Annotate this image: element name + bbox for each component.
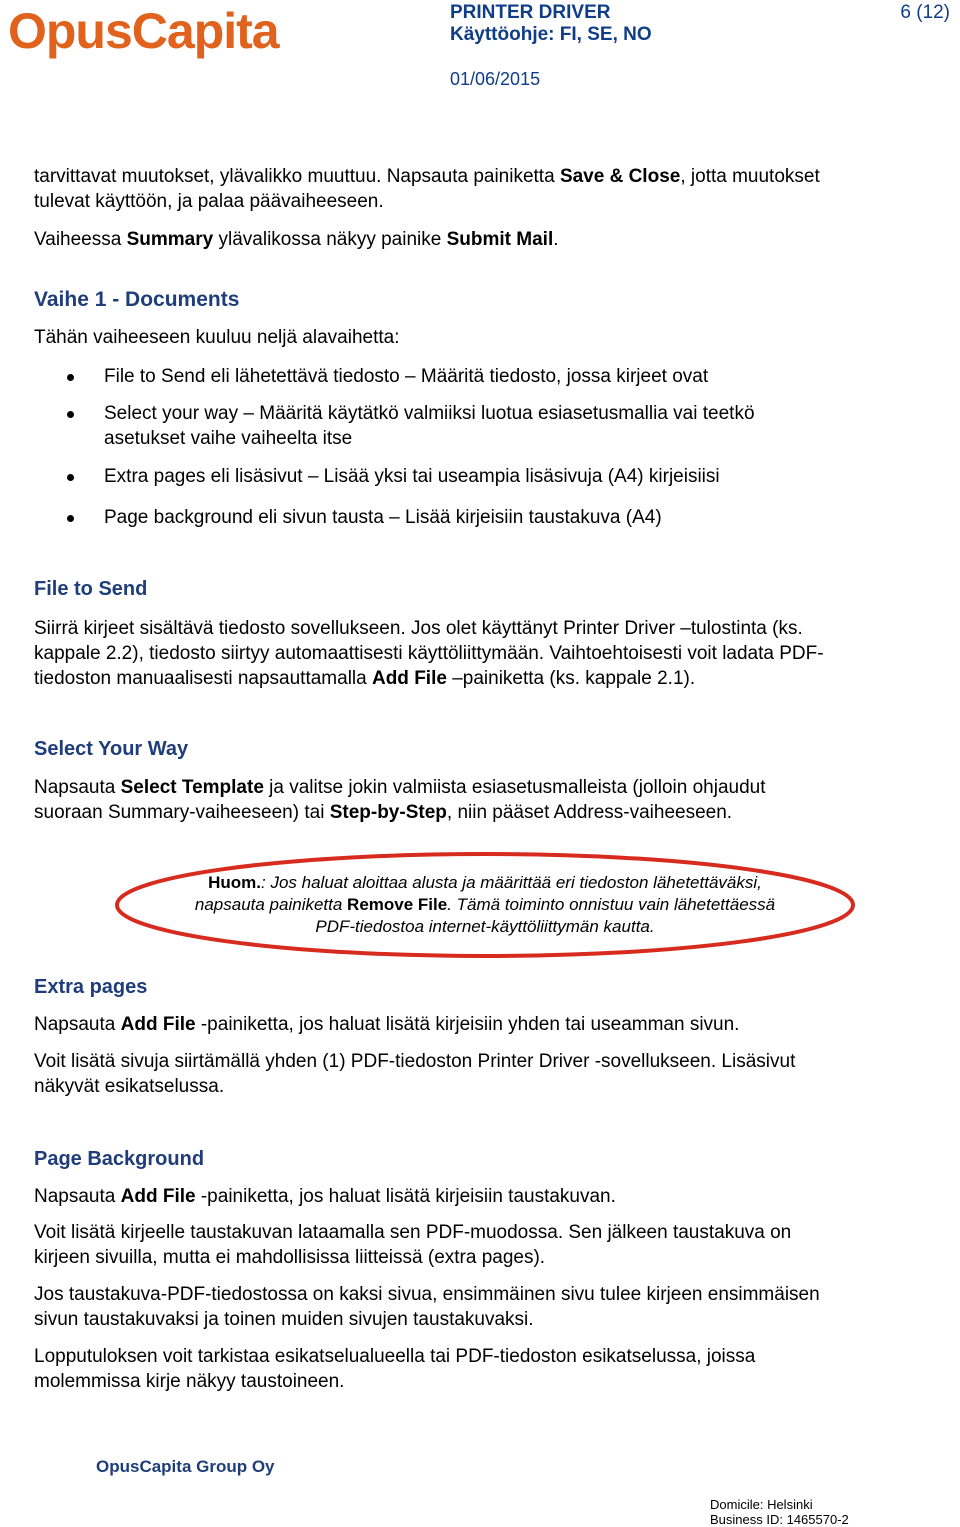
extra-pages-heading: Extra pages <box>34 976 148 998</box>
step1-heading: Vaihe 1 - Documents <box>34 288 240 311</box>
summary-label: Summary <box>126 229 214 250</box>
opuscapita-logo: OpusCapita <box>8 3 279 59</box>
text: ja valitse jokin valmiista esiasetusmalleista (jolloin ohjaudut <box>263 777 766 798</box>
text: napsauta painiketta <box>194 895 348 914</box>
page-background-line: Lopputuloksen voit tarkistaa esikatselualueella tai PDF-tiedoston esikatselussa, joissa <box>34 1346 756 1367</box>
select-your-way-heading: Select Your Way <box>34 738 189 760</box>
select-your-way-line <box>34 800 944 825</box>
page-background-line <box>34 1184 944 1209</box>
step1-item: Extra pages eli lisäsivut – Lisää yksi tai useampia lisäsivuja (A4) kirjeisiisi <box>104 466 720 487</box>
text: suoraan Summary-vaiheeseen) tai <box>34 802 330 823</box>
document-date: 01/06/2015 <box>450 69 541 89</box>
text: tarvittavat muutokset, ylävalikko muuttuu. Napsauta painiketta <box>34 166 560 187</box>
page-background-heading: Page Background <box>34 1148 205 1170</box>
bullet-icon <box>67 411 74 418</box>
extra-pages-line <box>34 1012 944 1037</box>
file-to-send-line: Siirrä kirjeet sisältävä tiedosto sovellukseen. Jos olet käyttänyt Printer Driver –tulostinta (ks. <box>34 618 803 639</box>
intro-line-1 <box>34 164 944 189</box>
submit-mail-label: Submit Mail <box>446 229 554 250</box>
page-background-line: molemmissa kirje näkyy taustoineen. <box>34 1371 345 1392</box>
note-label: Huom. <box>208 873 262 892</box>
page-background-line: Jos taustakuva-PDF-tiedostossa on kaksi sivua, ensimmäinen sivu tulee kirjeen ensimmäisen <box>34 1284 820 1305</box>
step-by-step-label: Step-by-Step <box>329 802 447 823</box>
add-file-label: Add File <box>120 1014 196 1035</box>
select-your-way-line <box>34 775 944 800</box>
text: -painiketta, jos haluat lisätä kirjeisiin taustakuvan. <box>195 1186 616 1207</box>
text: Napsauta <box>34 1186 121 1207</box>
step1-item-continued: asetukset vaihe vaiheelta itse <box>104 428 353 449</box>
file-to-send-line <box>34 666 944 691</box>
text: ylävalikossa näkyy painike <box>213 229 447 250</box>
document-subtitle: Käyttöohje: FI, SE, NO <box>450 24 652 45</box>
document-title: PRINTER DRIVER <box>450 2 611 23</box>
text: tiedoston manuaalisesti napsauttamalla <box>34 668 372 689</box>
note-line <box>130 872 840 894</box>
text: Napsauta <box>34 777 121 798</box>
step1-item: File to Send eli lähetettävä tiedosto – Määritä tiedosto, jossa kirjeet ovat <box>104 366 709 387</box>
text: –painiketta (ks. kappale 2.1). <box>446 668 696 689</box>
extra-pages-line: Voit lisätä sivuja siirtämällä yhden (1) PDF-tiedoston Printer Driver -sovellukseen. Lisäsivut <box>34 1051 796 1072</box>
footer-business-id: Business ID: 1465570-2 <box>710 1512 849 1527</box>
text: -painiketta, jos haluat lisätä kirjeisiin yhden tai useamman sivun. <box>195 1014 740 1035</box>
footer-domicile: Domicile: Helsinki <box>710 1497 813 1512</box>
file-to-send-line: kappale 2.2), tiedosto siirtyy automaattisesti käyttöliittymään. Vaihtoehtoisesti voit ladata PDF- <box>34 643 824 664</box>
step1-item: Page background eli sivun tausta – Lisää kirjeisiin taustakuva (A4) <box>104 507 662 528</box>
step1-lead: Tähän vaiheeseen kuuluu neljä alavaihetta: <box>34 327 400 348</box>
text: , niin pääset Address-vaiheeseen. <box>446 802 733 823</box>
text: Napsauta <box>34 1014 121 1035</box>
intro-line-3 <box>34 227 944 252</box>
text: . <box>553 229 559 250</box>
text: : Jos haluat aloittaa alusta ja määrittää eri tiedoston lähetettäväksi, <box>261 873 762 892</box>
bullet-icon <box>67 474 74 481</box>
page-background-line: sivun taustakuvaksi ja toinen muiden sivujen taustakuvaksi. <box>34 1309 534 1330</box>
extra-pages-line: näkyvät esikatselussa. <box>34 1076 225 1097</box>
intro-line-2: tulevat käyttöön, ja palaa päävaiheeseen. <box>34 191 384 212</box>
bullet-icon <box>67 515 74 522</box>
text: Vaiheessa <box>34 229 127 250</box>
step1-item: Select your way – Määritä käytätkö valmiiksi luotua esiasetusmallia vai teetkö <box>104 403 755 424</box>
page-number: 6 (12) <box>900 2 950 23</box>
file-to-send-heading: File to Send <box>34 578 148 600</box>
text: , jotta muutokset <box>680 166 820 187</box>
page-background-line: kirjeen sivuilla, mutta ei mahdollisissa liitteissä (extra pages). <box>34 1247 546 1268</box>
page-background-line: Voit lisätä kirjeelle taustakuvan lataamalla sen PDF-muodossa. Sen jälkeen taustakuva on <box>34 1222 792 1243</box>
add-file-label: Add File <box>371 668 447 689</box>
save-close-label: Save & Close <box>559 166 681 187</box>
text: . Tämä toiminto onnistuu vain lähetettäessä <box>447 895 776 914</box>
note-line: PDF-tiedostoa internet-käyttöliittymän kautta. <box>315 917 655 936</box>
select-template-label: Select Template <box>120 777 264 798</box>
note-line <box>130 894 840 916</box>
bullet-icon <box>67 374 74 381</box>
add-file-label: Add File <box>120 1186 196 1207</box>
remove-file-label: Remove File <box>347 895 448 914</box>
footer-company: OpusCapita Group Oy <box>96 1457 275 1476</box>
